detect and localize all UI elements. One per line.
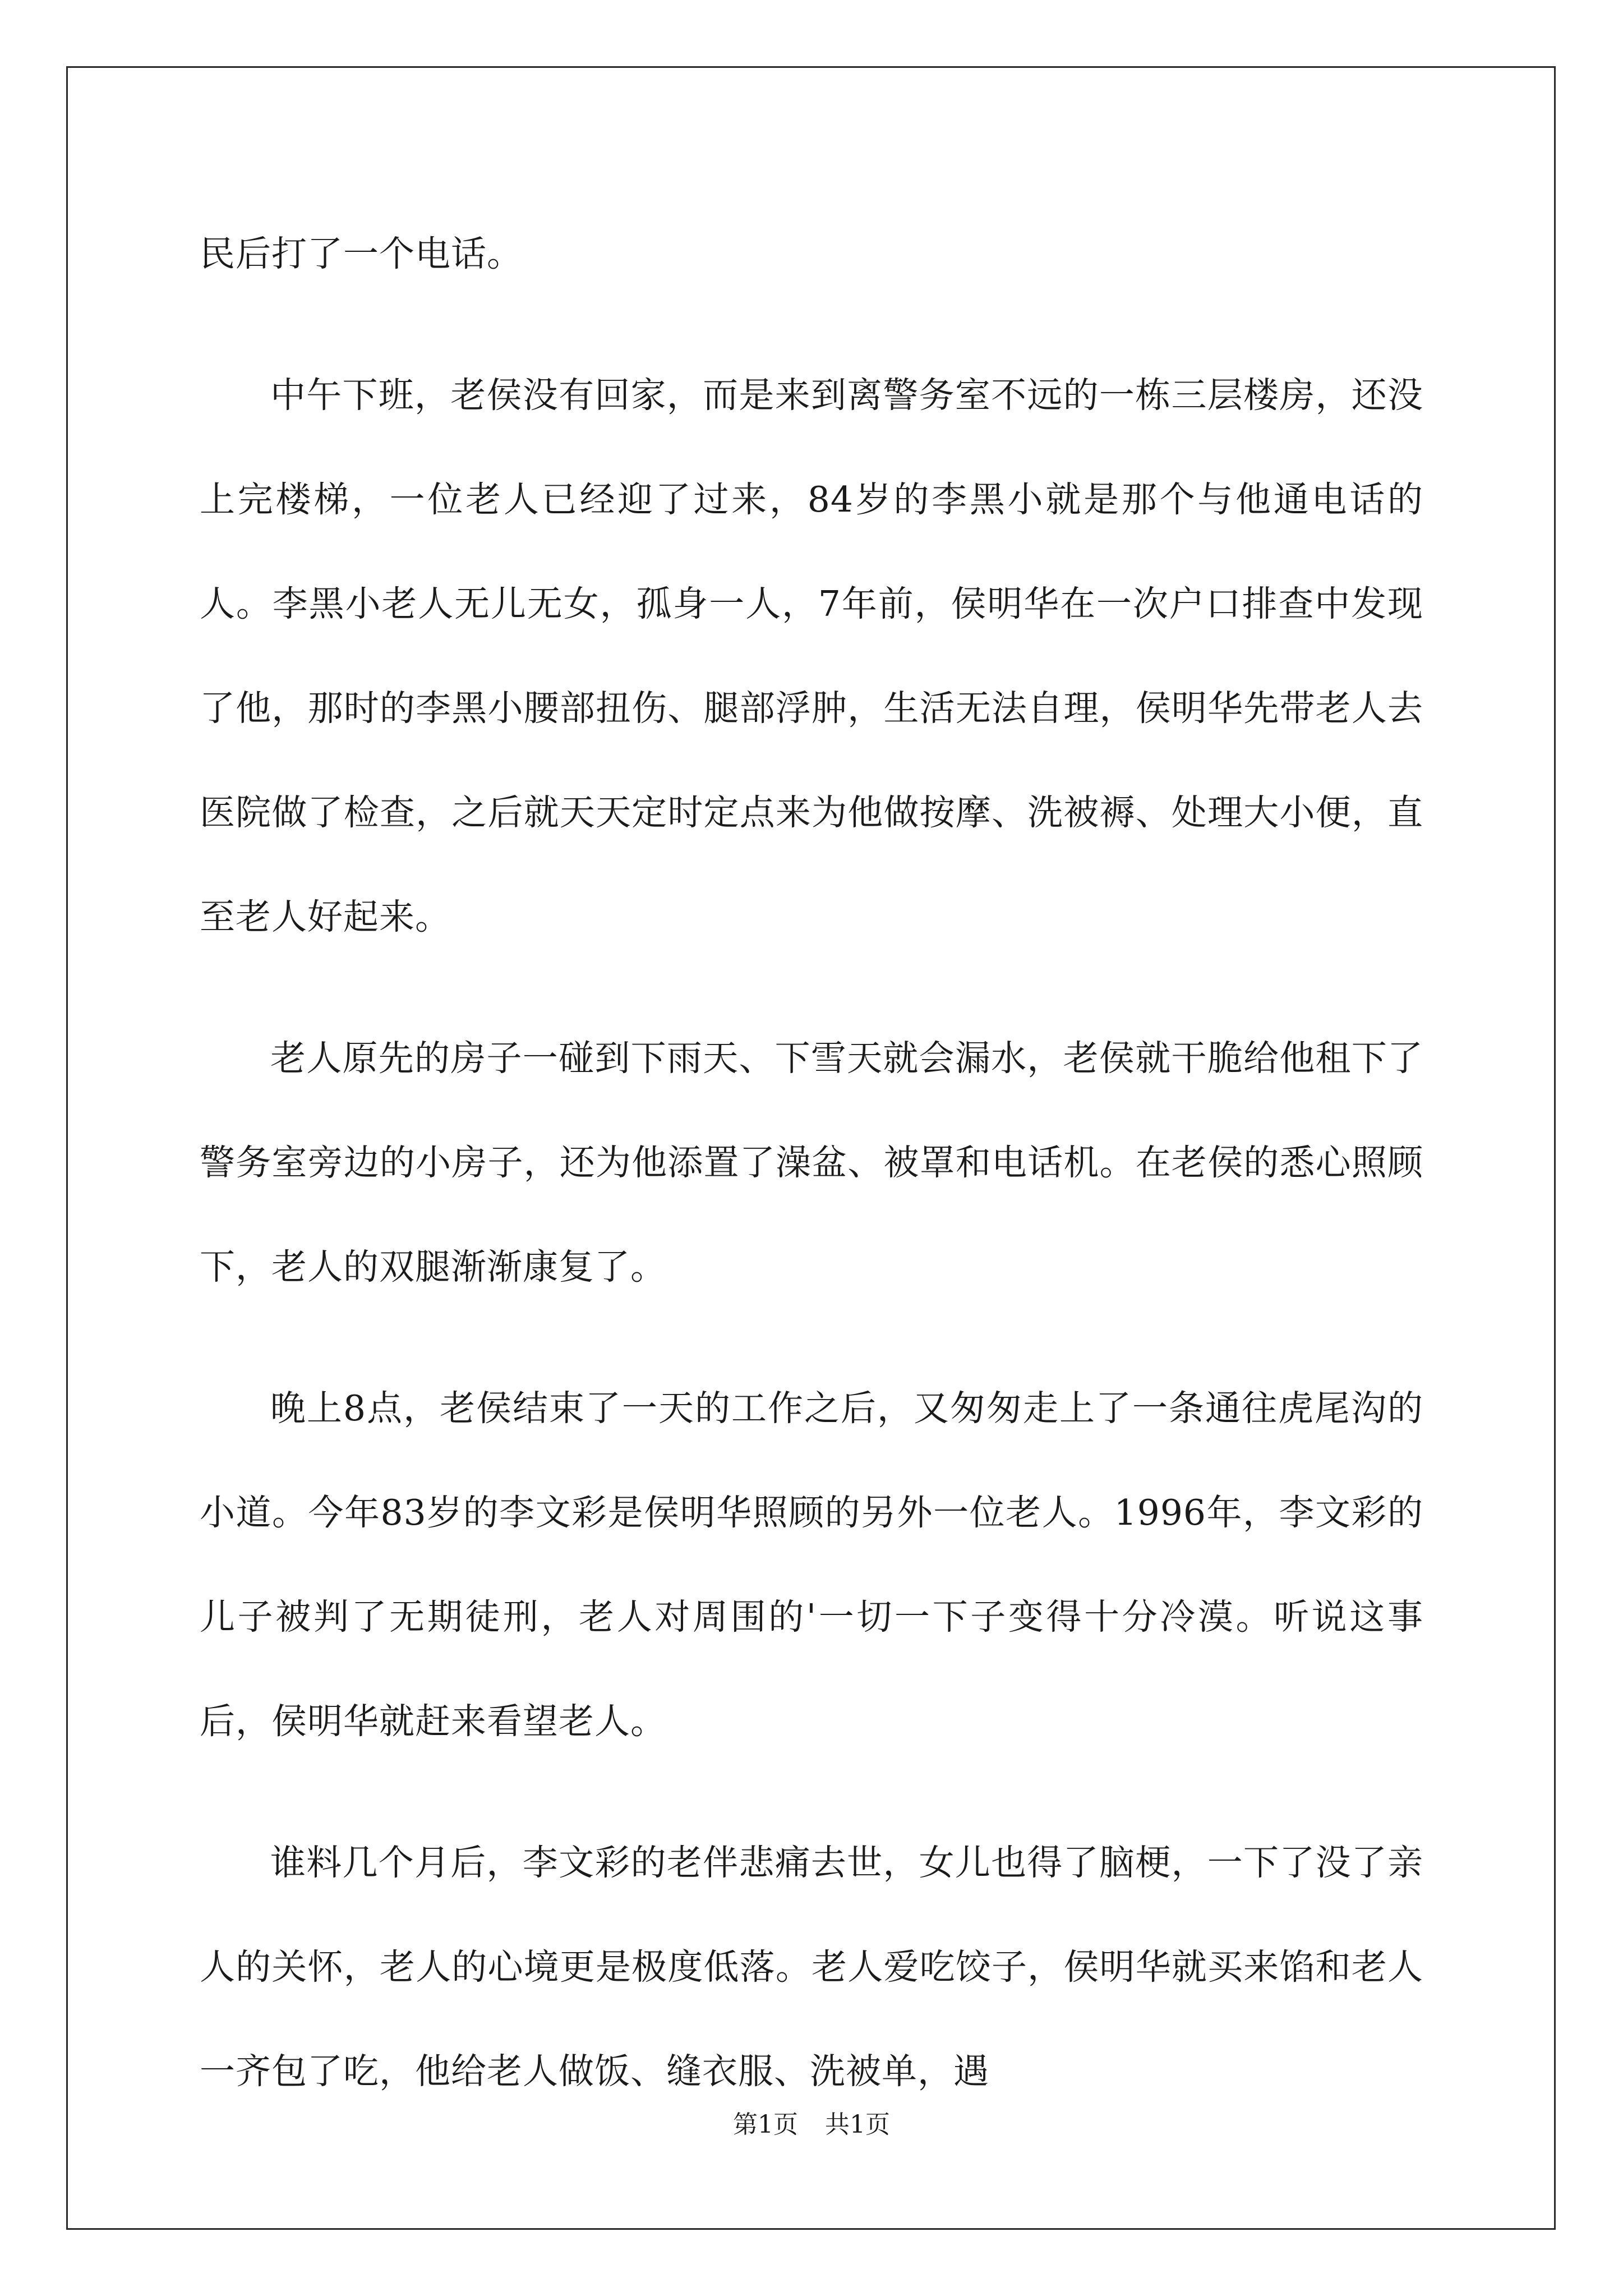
paragraph-3: 老人原先的房子一碰到下雨天、下雪天就会漏水，老侯就干脆给他租下了警务室旁边的小房子，还为他添置了澡盆、被罩和电话机。在老侯的悉心照顾下，老人的双腿渐渐康复了。 [200,1038,1423,1287]
document-body [200,202,1423,2161]
page-number: 第1页 [733,2110,798,2139]
page-footer [0,2108,1623,2142]
paragraph-1: 民后打了一个电话。 [200,233,523,274]
paragraph-2: 中午下班，老侯没有回家，而是来到离警务室不远的一栋三层楼房，还没上完楼梯，一位老人已经迎了过来，84岁的李黑小就是那个与他通电话的人。李黑小老人无儿无女，孤身一人，7年前，侯明华在一次户口排查中发现了他，那时的李黑小腰部扭伤、腿部浮肿，生活无法自理，侯明华先带老人去医院做了检查，之后就天天定时定点来为他做按摩、洗被褥、处理大小便，直至老人好起来。 [200,375,1423,937]
page-total: 共1页 [825,2110,890,2139]
paragraph-4: 晚上8点，老侯结束了一天的工作之后，又匆匆走上了一条通往虎尾沟的小道。今年83岁的李文彩是侯明华照顾的另外一位老人。1996年，李文彩的儿子被判了无期徒刑，老人对周围的'一切一下子变得十分冷漠。听说这事后，侯明华就赶来看望老人。 [200,1388,1423,1742]
paragraph-5: 谁料几个月后，李文彩的老伴悲痛去世，女儿也得了脑梗，一下了没了亲人的关怀，老人的心境更是极度低落。老人爱吃饺子，侯明华就买来馅和老人一齐包了吃，他给老人做饭、缝衣服、洗被单，遇 [200,1842,1423,2092]
